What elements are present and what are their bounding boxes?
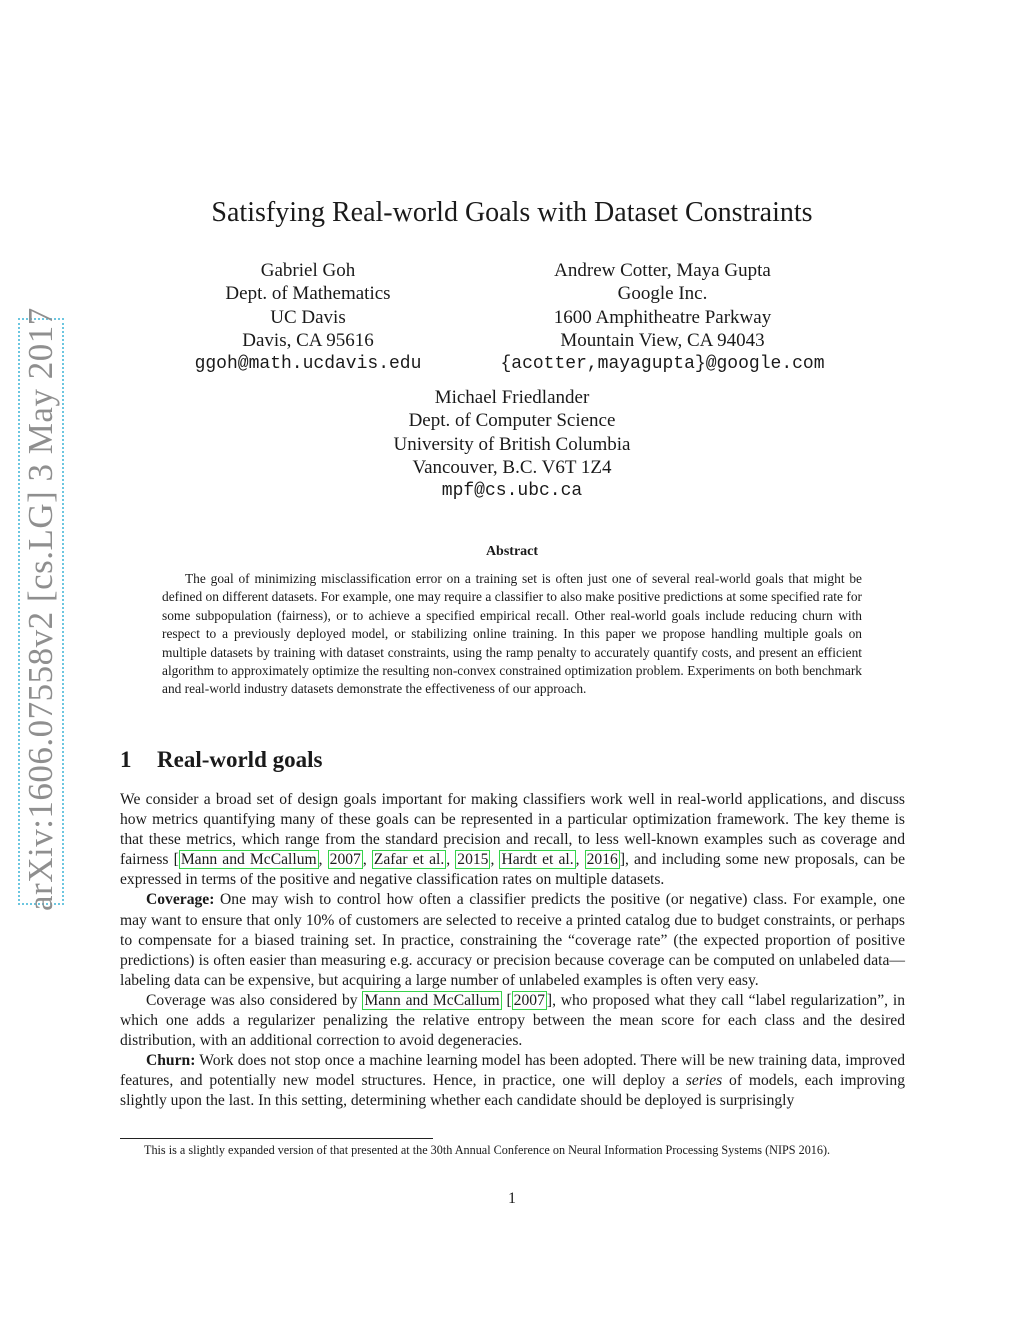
citation-link[interactable]: Hardt et al. — [501, 851, 574, 869]
author-block-google — [470, 259, 855, 376]
paragraph-coverage-related: Coverage was also considered by Mann and McCallum [ 2007 ], who proposed what they call “label regularization”, in which one adds a regularizer penalizing the relative entropy between the mean score for each class and the desired distribution, with an additional correction to avoid degeneracies. — [120, 991, 906, 1050]
author-address: Mountain View, CA 94043 — [560, 330, 765, 352]
paragraph-label: Coverage: — [146, 891, 215, 909]
author-name: Gabriel Goh — [260, 260, 356, 281]
page-number: 1 — [508, 1190, 516, 1207]
author-email[interactable]: mpf@cs.ubc.ca — [441, 480, 583, 501]
paragraph-intro: We consider a broad set of design goals important for making classifiers work well in real-world applications, and discuss how metrics quantifying many of these goals can be represented in a particular optimization framework. The key theme is that these metrics, which range from the standard precision and recall, to less well-known examples such as coverage and fairness [ Mann and McCallum , 2007 , Zafar et al. , 2015 , Hardt et al. , 2016 ], and including some new proposals, can be expressed in terms of the positive and negative classification rates on multiple datasets. — [120, 791, 906, 889]
footnote-rule — [120, 1138, 433, 1139]
citation-link[interactable]: Mann and McCallum — [180, 851, 317, 869]
author-name: Michael Friedlander — [434, 387, 590, 408]
body-text — [120, 790, 905, 1112]
author-name: Andrew Cotter, Maya Gupta — [554, 260, 771, 281]
section-heading — [120, 745, 322, 775]
paragraph-churn: Churn: Work does not stop once a machine learning model has been adopted. There will be new training data, improved features, and potentially new model structures. Hence, in practice, one will deploy a series of models, each improving slightly upon the last. In this setting, determining whether each candidate should be deployed is surprisingly — [120, 1052, 905, 1110]
citation-link[interactable]: 2007 — [329, 851, 361, 869]
author-address: Davis, CA 95616 — [242, 330, 374, 352]
author-dept: Dept. of Computer Science — [408, 410, 616, 432]
citation-link[interactable]: 2015 — [457, 851, 489, 869]
author-dept: Dept. of Mathematics — [225, 283, 391, 305]
section-title: Real-world goals — [157, 747, 323, 772]
section-number: 1 — [120, 747, 132, 772]
author-address: Vancouver, B.C. V6T 1Z4 — [412, 457, 612, 479]
author-block-friedlander — [312, 386, 712, 503]
paper-title: Satisfying Real-world Goals with Dataset Constraints — [211, 197, 813, 228]
author-block-goh — [168, 259, 448, 376]
citation-link[interactable]: Zafar et al. — [373, 851, 445, 869]
abstract-text: The goal of minimizing misclassification error on a training set is often just one of several real-world goals that might be defined on different datasets. For example, one may require a classifier to also make positive predictions at some specified rate for some subpopulation (fairness), or to achieve a specified empirical recall. Other real-world goals include reducing churn with respect to a previously deployed model, or stabilizing online training. In this paper we propose handling multiple goals on multiple datasets by training with dataset constraints, using the ramp penalty to accurately quantify costs, and present an efficient algorithm to approximately optimize the resulting non-convex constrained optimization problem. Experiments on both benchmark and real-world industry datasets demonstrate the effectiveness of our approach. — [162, 571, 862, 697]
author-email[interactable]: {acotter,mayagupta}@google.com — [500, 353, 825, 374]
citation-link[interactable]: Mann and McCallum — [364, 991, 500, 1009]
author-org: 1600 Amphitheatre Parkway — [553, 306, 772, 328]
author-email[interactable]: ggoh@math.ucdavis.edu — [194, 353, 422, 374]
paragraph-label: Churn: — [146, 1052, 196, 1070]
footnote: This is a slightly expanded version of that presented at the 30th Annual Conference on Neural Information Processing Systems (NIPS 2016). — [144, 1143, 831, 1157]
author-org: University of British Columbia — [393, 433, 631, 455]
paragraph-coverage: Coverage: One may wish to control how often a classifier predicts the positive (or negative) class. For example, one may want to ensure that only 10% of customers are selected to receive a printed catalog due to budget constraints, or perhaps to compensate for a biased training set. In practice, constraining the “coverage rate” (the expected proportion of positive predictions) is often easier than measuring e.g. accuracy or precision because coverage can be computed on unlabeled data—labeling data can be expensive, but acquiring a large number of unlabeled examples is often very easy. — [120, 891, 905, 989]
author-dept: Google Inc. — [617, 283, 708, 305]
abstract-heading: Abstract — [485, 544, 539, 559]
author-org: UC Davis — [270, 306, 346, 328]
citation-link[interactable]: 2007 — [513, 991, 545, 1009]
citation-link[interactable]: 2016 — [586, 851, 618, 869]
arxiv-stamp[interactable]: arXiv:1606.07558v2 [cs.LG] 3 May 2017 — [21, 307, 60, 911]
